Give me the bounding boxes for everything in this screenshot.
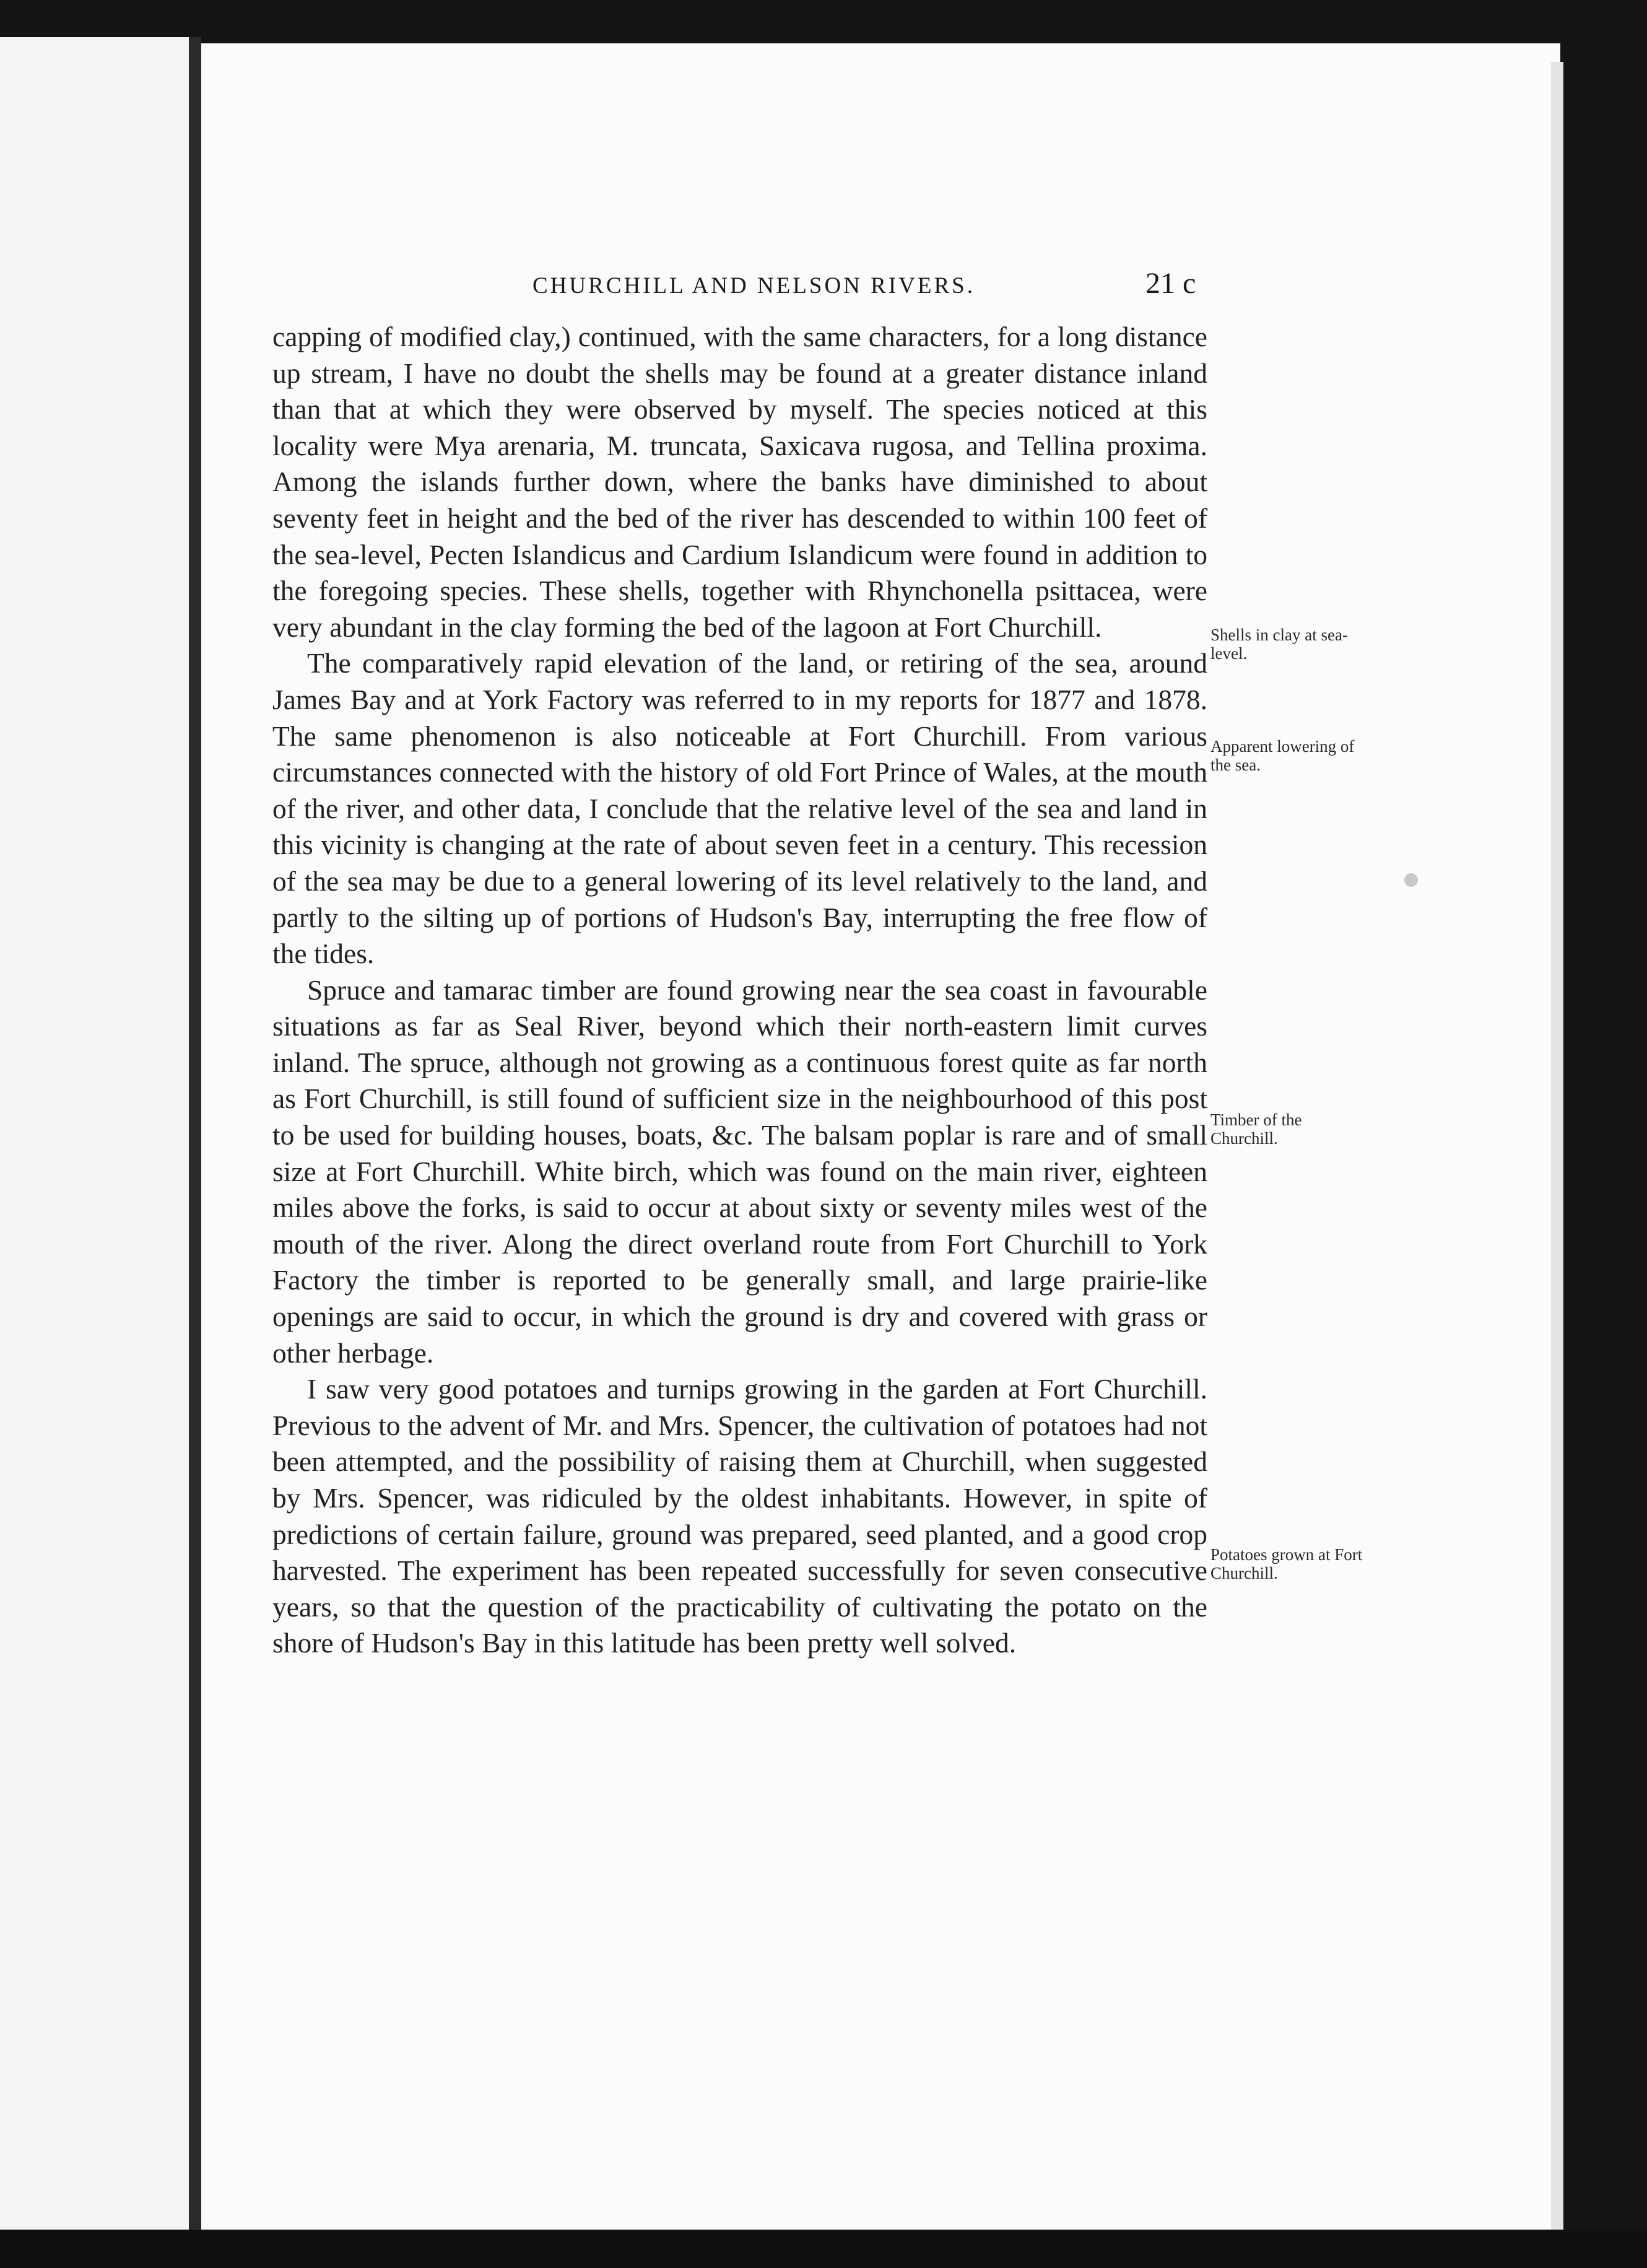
right-page-edge [1551, 62, 1563, 2230]
left-page-edge [0, 37, 189, 2230]
page-number: 21 c [1145, 267, 1196, 300]
running-title: CHURCHILL AND NELSON RIVERS. [532, 273, 975, 299]
ink-smudge [1404, 873, 1418, 887]
body-text [272, 319, 1207, 1662]
sidenote-shells: Shells in clay at sea-level. [1210, 626, 1348, 663]
sidenote-timber: Timber of the Churchill. [1210, 1110, 1302, 1148]
sidenote-potatoes: Potatoes grown at Fort Churchill. [1210, 1545, 1363, 1582]
paragraph-potatoes: I saw very good potatoes and turnips growing in the garden at Fort Churchill. Previous to the advent of Mr. and Mrs. Spencer, the cultivation of potatoes had not been attempted, and the possibility of raising them at Churchill, when suggested by Mrs. Spencer, was ridiculed by the oldest inhabitants. However, in spite of predictions of certain failure, ground was prepared, seed planted, and a good crop harvested. The experiment has been repeated successfully for seven consecutive years, so that the question of the practicability of cultivating the potato on the shore of Hudson's Bay in this latitude has been pretty well solved. [272, 1373, 1207, 1659]
paragraph-timber: Spruce and tamarac timber are found growing near the sea coast in favourable situations as far as Seal River, beyond which their north-eastern limit curves inland. The spruce, although not growing as a continuous forest quite as far north as Fort Churchill, is still found of sufficient size in the neighbourhood of this post to be used for building houses, boats, &c. The balsam poplar is rare and of small size at Fort Churchill. White birch, which was found on the main river, eighteen miles above the forks, is said to occur at about sixty or seventy miles west of the mouth of the river. Along the direct overland route from Fort Churchill to York Factory the timber is reported to be generally small, and large prairie-like openings are said to occur, in which the ground is dry and covered with grass or other herbage. [272, 974, 1207, 1369]
sidenote-sea-level: Apparent lowering of the sea. [1210, 737, 1355, 774]
scan-border [0, 2230, 1647, 2268]
book-gutter [189, 37, 201, 2230]
paragraph-sea-level: The comparatively rapid elevation of the land, or retiring of the sea, around James Bay and at York Factory was referred to in my reports for 1877 and 1878. The same phenomenon is also noticeable at Fort Churchill. From various circumstances connected with the history of old Fort Prince of Wales, at the mouth of the river, and other data, I conclude that the relative level of the sea and land in this vicinity is changing at the rate of about seven feet in a century. This recession of the sea may be due to a general lowering of its level relatively to the land, and partly to the silting up of portions of Hudson's Bay, interrupting the free flow of the tides. [272, 647, 1207, 970]
paragraph-shells: capping of modified clay,) continued, with the same characters, for a long distance up stream, I have no doubt the shells may be found at a greater distance inland than that at which they were observed by myself. The species noticed at this locality were Mya arenaria, M. truncata, Saxicava rugosa, and Tellina proxima. Among the islands further down, where the banks have diminished to about seventy feet in height and the bed of the river has descended to within 100 feet of the sea-level, Pecten Islandicus and Cardium Islandicum were found in addition to the foregoing species. These shells, together with Rhynchonella psittacea, were very abundant in the clay forming the bed of the lagoon at Fort Churchill. [272, 321, 1207, 643]
